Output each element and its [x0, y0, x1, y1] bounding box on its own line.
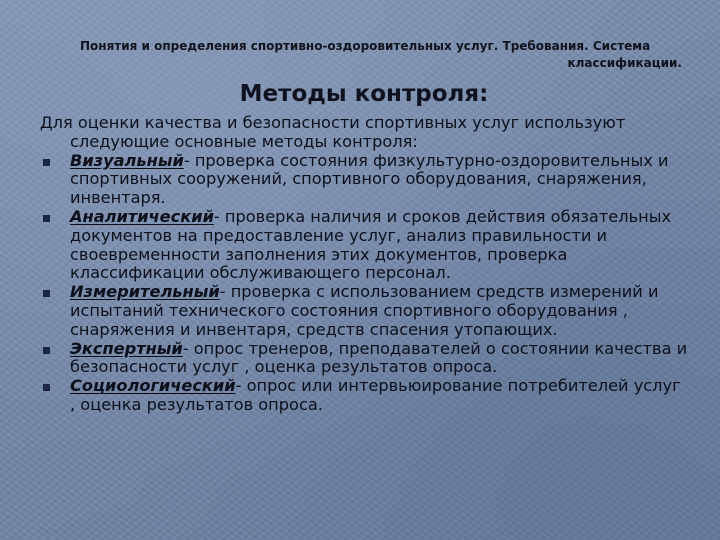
methods-list: [40, 152, 690, 415]
square-bullet-icon: [43, 347, 50, 354]
intro-text: Для оценки качества и безопасности спортивных услуг используют следующие основные методы контроля:: [40, 113, 626, 151]
method-description: - опрос или интервьюирование потребителей услуг , оценка результатов опроса.: [70, 376, 681, 414]
list-item: [40, 152, 690, 208]
method-description: - проверка с использованием средств измерений и испытаний технического состояния спортивного оборудования , снаряжения и инвентаря, средств спасения утопающих.: [70, 282, 659, 339]
square-bullet-icon: [43, 159, 50, 166]
list-item: [40, 340, 690, 378]
square-bullet-icon: [43, 290, 50, 297]
slide-header: [70, 38, 682, 72]
method-description: - проверка состояния физкультурно-оздоровительных и спортивных сооружений, спортивного оборудования, снаряжения, инвентаря.: [70, 150, 669, 208]
header-line-1: Понятия и определения спортивно-оздоровительных услуг. Требования. Система: [80, 39, 651, 53]
method-term: Визуальный: [70, 150, 184, 170]
list-item: [40, 377, 690, 415]
slide-body: [40, 114, 690, 415]
method-term: Экспертный: [70, 338, 183, 358]
header-line-2: классификации.: [567, 56, 682, 70]
method-term: Аналитический: [70, 206, 214, 226]
method-description: - опрос тренеров, преподавателей о состоянии качества и безопасности услуг , оценка результатов опроса.: [70, 338, 688, 377]
method-term: Социологический: [70, 376, 236, 396]
list-item: [40, 208, 690, 283]
method-term: Измерительный: [70, 282, 220, 302]
method-description: - проверка наличия и сроков действия обязательных документов на предоставление услуг, анализ правильности и своевременности заполнения этих документов, проверка классификации обслуживающего персонал.: [70, 206, 672, 283]
list-item: [40, 283, 690, 339]
square-bullet-icon: [43, 384, 50, 391]
square-bullet-icon: [43, 215, 50, 222]
slide-title: Методы контроля:: [239, 81, 489, 107]
